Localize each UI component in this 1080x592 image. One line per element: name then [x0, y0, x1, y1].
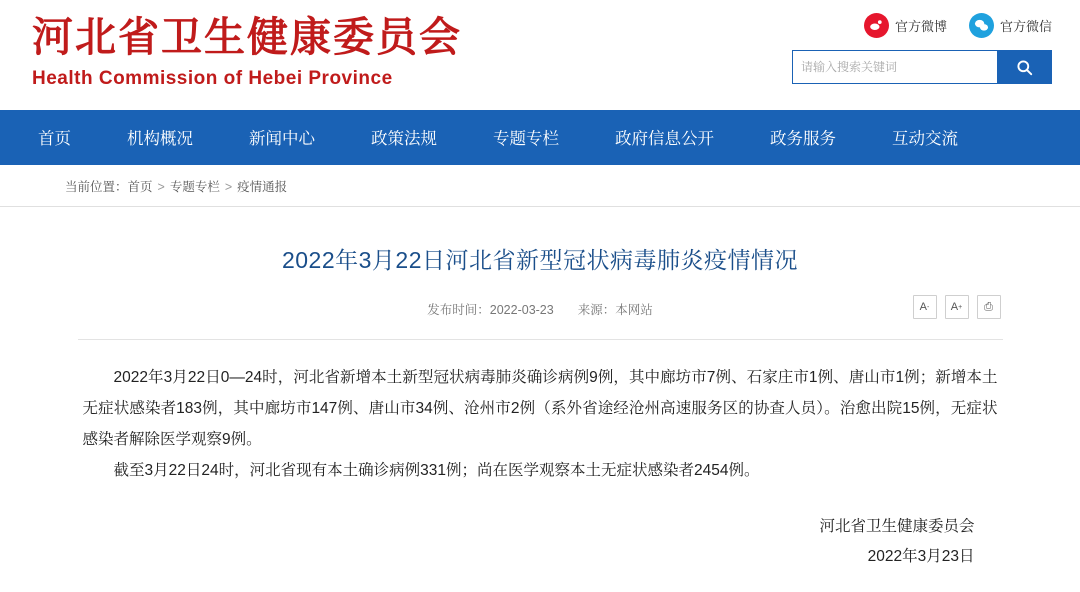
breadcrumb-separator-2: >: [224, 179, 233, 194]
social-label-wechat: 官方微信: [999, 18, 1052, 34]
article-paragraph-2: 截至3月22日24时，河北省现有本土确诊病例331例；尚在医学观察本土无症状感染者2454例。: [113, 462, 760, 479]
breadcrumb-item-home[interactable]: 首页: [127, 179, 153, 194]
printer-icon: ⎙: [984, 300, 993, 313]
publish-time-value: 2022-03-23: [489, 303, 554, 317]
nav-item-interaction[interactable]: 互动交流: [892, 130, 958, 148]
signature-organization: 河北省卫生健康委员会: [819, 518, 975, 535]
publish-time-label: 发布时间：: [427, 303, 490, 317]
article-meta-row: [78, 295, 1003, 337]
main-navigation: [0, 113, 1080, 165]
brand-title-cn: 河北省卫生健康委员会: [32, 14, 462, 60]
article-signature: [78, 512, 1003, 572]
nav-item-government-info[interactable]: 政府信息公开: [615, 130, 714, 148]
breadcrumb-label: 当前位置：: [65, 179, 128, 194]
breadcrumb-item-epidemic-report[interactable]: 疫情通报: [237, 179, 288, 194]
nav-item-topics[interactable]: 专题专栏: [493, 130, 559, 148]
social-link-weibo[interactable]: [864, 13, 947, 38]
article-body: [78, 340, 1003, 486]
social-link-wechat[interactable]: [969, 13, 1052, 38]
nav-item-services[interactable]: 政务服务: [770, 130, 836, 148]
article-tools: [913, 295, 1001, 319]
font-increase-button[interactable]: [945, 295, 969, 319]
social-links: [792, 10, 1052, 40]
nav-item-policy[interactable]: 政策法规: [371, 130, 437, 148]
brand-title-en: Health Commission of Hebei Province: [32, 68, 393, 89]
font-decrease-label: A: [919, 301, 927, 313]
social-label-weibo: 官方微博: [894, 18, 947, 34]
header-utilities: [792, 10, 1052, 84]
search-button[interactable]: [997, 51, 1051, 83]
page-title: 2022年3月22日河北省新型冠状病毒肺炎疫情情况: [281, 247, 799, 273]
signature-date: 2022年3月23日: [867, 548, 975, 565]
search-input[interactable]: [793, 51, 997, 83]
nav-item-news[interactable]: 新闻中心: [249, 130, 315, 148]
source-label: 来源：: [577, 303, 616, 317]
font-increase-label: A: [950, 301, 959, 313]
search-bar: [792, 50, 1052, 84]
site-header: [0, 0, 1080, 113]
weibo-icon: [864, 13, 889, 38]
source-value: 本网站: [615, 303, 653, 317]
breadcrumb-separator-1: >: [157, 179, 165, 194]
nav-item-home[interactable]: 首页: [38, 130, 71, 148]
font-increase-sup: +: [958, 303, 963, 311]
article-paragraph-1: 2022年3月22日0—24时，河北省新增本土新型冠状病毒肺炎确诊病例9例，其中廊坊市7例、石家庄市1例、唐山市1例；新增本土无症状感染者183例，其中廊坊市147例、唐山市34例、沧州市2例（系外省途经沧州高速服务区的协查人员）。治愈出院15例，无症状感染者解除医学观察9例。: [82, 369, 998, 448]
article-meta: [78, 295, 1003, 325]
breadcrumb: [65, 177, 287, 195]
breadcrumb-item-topics[interactable]: 专题专栏: [169, 179, 220, 194]
search-icon: [1015, 58, 1034, 77]
font-decrease-sup: -: [927, 303, 930, 311]
article-container: [78, 207, 1003, 572]
nav-item-about[interactable]: 机构概况: [127, 130, 193, 148]
print-button[interactable]: [977, 295, 1001, 319]
breadcrumb-bar: [0, 165, 1080, 207]
font-decrease-button[interactable]: [913, 295, 937, 319]
site-logo[interactable]: [32, 12, 462, 92]
wechat-icon: [969, 13, 994, 38]
